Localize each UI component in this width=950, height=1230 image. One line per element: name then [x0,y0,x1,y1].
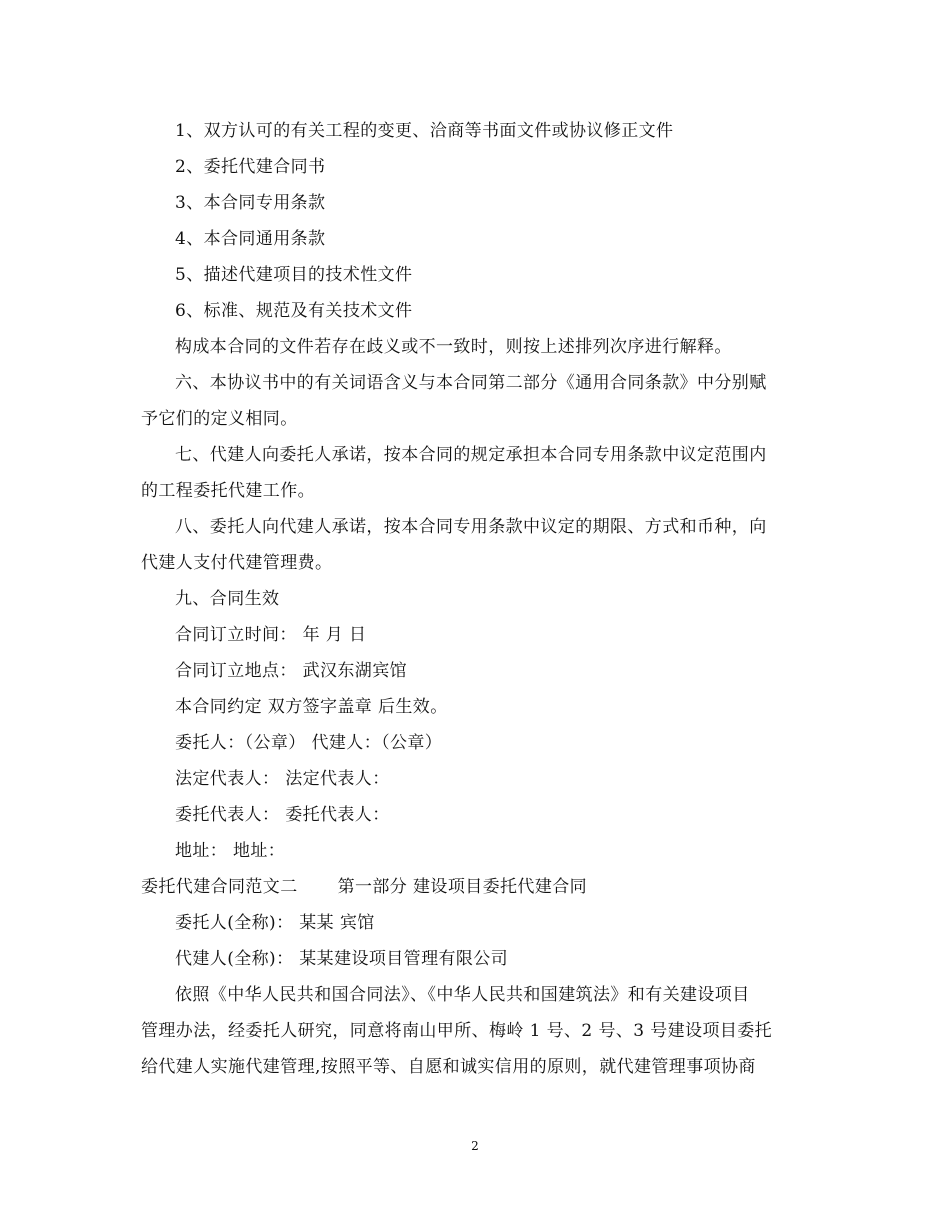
paragraph-line: 的工程委托代建工作。 [141,481,315,501]
document-body [141,113,813,1085]
paragraph-line: 合同订立地点： 武汉东湖宾馆 [175,661,408,681]
paragraph-line: 1、双方认可的有关工程的变更、洽商等书面文件或协议修正文件 [175,121,674,141]
paragraph-line: 代建人(全称)： 某某建设项目管理有限公司 [175,949,509,969]
paragraph-line: 本合同约定 双方签字盖章 后生效。 [175,697,448,717]
paragraph-line: 法定代表人： 法定代表人： [175,769,390,789]
paragraph-line: 4、本合同通用条款 [175,229,326,249]
paragraph-line: 委托人(全称)： 某某 宾馆 [175,913,375,933]
paragraph-line: 七、代建人向委托人承诺，按本合同的规定承担本合同专用条款中议定范围内 [175,445,767,465]
paragraph-line: 予它们的定义相同。 [141,409,298,429]
paragraph-line: 八、委托人向代建人承诺，按本合同专用条款中议定的期限、方式和币种，向 [175,517,767,537]
page-number: 2 [471,1139,479,1153]
section-heading-right: 第一部分 建设项目委托代建合同 [337,877,588,897]
paragraph-line: 地址： 地址： [175,841,286,861]
paragraph-line: 代建人支付代建管理费。 [141,553,333,573]
section-heading-left: 委托代建合同范文二 [141,877,298,897]
paragraph-line: 管理办法，经委托人研究，同意将南山甲所、梅岭 1 号、2 号、3 号建设项目委托 [141,1021,773,1041]
paragraph-line: 5、描述代建项目的技术性文件 [175,265,413,285]
section-heading [141,869,813,905]
paragraph-line: 六、本协议书中的有关词语含义与本合同第二部分《通用合同条款》中分别赋 [175,373,767,393]
paragraph-line: 委托代表人： 委托代表人： [175,805,390,825]
paragraph-line: 委托人：（公章） 代建人：（公章） [175,733,443,753]
paragraph-line: 构成本合同的文件若存在歧义或不一致时，则按上述排列次序进行解释。 [175,337,732,357]
paragraph-line: 依照《中华人民共和国合同法》、《中华人民共和国建筑法》和有关建设项目 [175,985,750,1005]
paragraph-line: 九、合同生效 [175,589,280,609]
paragraph-line: 6、标准、规范及有关技术文件 [175,301,413,321]
paragraph-line: 给代建人实施代建管理,按照平等、自愿和诚实信用的原则，就代建管理事项协商 [141,1057,756,1077]
paragraph-line: 合同订立时间： 年 月 日 [175,625,367,645]
paragraph-line: 2、委托代建合同书 [175,157,326,177]
paragraph-line: 3、本合同专用条款 [175,193,326,213]
